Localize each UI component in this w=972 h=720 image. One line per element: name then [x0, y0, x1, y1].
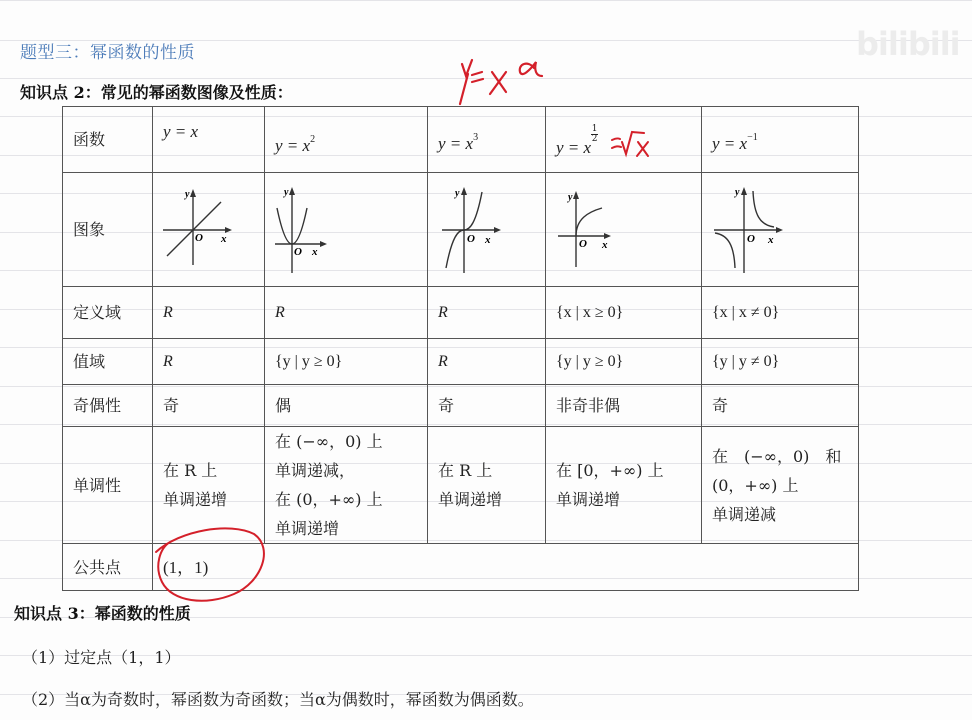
handwritten-formula-annotation	[450, 50, 550, 110]
svg-text:y: y	[185, 188, 190, 200]
svg-text:x: x	[485, 233, 491, 246]
parity-cell: 奇	[153, 385, 265, 427]
svg-text:x: x	[312, 245, 318, 258]
function-cell	[702, 107, 859, 173]
svg-text:x: x	[221, 232, 227, 245]
svg-text:x: x	[602, 238, 608, 251]
section-title: 题型三：幂函数的性质	[20, 43, 195, 63]
monotonicity-cell: 在 (−∞，0) 和 (0，+∞) 上 单调递减	[702, 427, 859, 544]
knowledge-point-3-heading: 知识点 3：幂函数的性质	[14, 604, 191, 623]
function-cell	[153, 107, 265, 173]
range-cell: {y | y ≥ 0}	[546, 339, 702, 385]
parity-cell: 奇	[428, 385, 546, 427]
row-label-domain: 定义域	[63, 287, 153, 339]
parity-cell: 偶	[265, 385, 428, 427]
row-label-common-point: 公共点	[63, 544, 153, 591]
graph-sqrt-icon	[546, 175, 702, 285]
monotonicity-row	[63, 427, 859, 544]
graph-linear-icon	[153, 175, 263, 285]
exponent: 3	[473, 132, 479, 143]
parity-row	[63, 385, 859, 427]
svg-text:y: y	[735, 186, 740, 198]
graph-parabola-icon	[265, 175, 385, 285]
range-cell: {y | y ≠ 0}	[702, 339, 859, 385]
formula: y = x	[275, 136, 311, 155]
formula: y = x	[438, 134, 474, 153]
row-label-monotonicity: 单调性	[63, 427, 153, 544]
row-label-function: 函数	[63, 107, 153, 173]
graph-row	[63, 173, 859, 287]
svg-text:O: O	[747, 232, 755, 245]
formula: y = x	[556, 138, 592, 157]
svg-text:x: x	[768, 233, 774, 246]
ruled-line	[0, 78, 972, 79]
bilibili-watermark: bilibili	[856, 25, 960, 63]
svg-text:O: O	[294, 245, 302, 258]
domain-cell: R	[153, 287, 265, 339]
range-cell: {y | y ≥ 0}	[265, 339, 428, 385]
graph-cubic-icon	[428, 175, 546, 285]
exponent: −1	[747, 132, 758, 143]
range-cell: R	[428, 339, 546, 385]
common-point-row	[63, 544, 859, 591]
knowledge-point-2-heading: 知识点 2：常见的幂函数图像及性质：	[20, 83, 293, 102]
exponent: 2	[310, 134, 316, 145]
exponent-fraction: $\frac{1}{2}$	[591, 124, 598, 144]
svg-text:O: O	[579, 237, 587, 250]
row-label-graph: 图象	[63, 173, 153, 287]
function-row	[63, 107, 859, 173]
svg-text:y: y	[455, 187, 460, 199]
ruled-line	[0, 0, 972, 1]
monotonicity-cell: 在 [0，+∞) 上 单调递增	[546, 427, 702, 544]
row-label-parity: 奇偶性	[63, 385, 153, 427]
monotonicity-cell: 在 R 上 单调递增	[428, 427, 546, 544]
graph-cell	[153, 173, 265, 287]
svg-text:y: y	[284, 186, 289, 198]
common-point-cell: (1，1)	[153, 544, 859, 591]
monotonicity-cell: 在 (−∞，0) 上 单调递减， 在 (0，+∞) 上 单调递增	[265, 427, 428, 544]
graph-cell	[546, 173, 702, 287]
graph-cell	[265, 173, 428, 287]
graph-cell	[428, 173, 546, 287]
domain-cell: {x | x ≥ 0}	[546, 287, 702, 339]
svg-text:O: O	[195, 231, 203, 244]
property-item: （2）当α为奇数时，幂函数为奇函数；当α为偶数时，幂函数为偶函数。	[22, 690, 534, 709]
row-label-range: 值域	[63, 339, 153, 385]
formula: y = x	[712, 134, 748, 153]
domain-cell: R	[265, 287, 428, 339]
parity-cell: 非奇非偶	[546, 385, 702, 427]
domain-row	[63, 287, 859, 339]
domain-cell: R	[428, 287, 546, 339]
graph-cell	[702, 173, 859, 287]
property-item: （1）过定点（1，1）	[22, 648, 181, 667]
svg-text:O: O	[467, 232, 475, 245]
range-cell: R	[153, 339, 265, 385]
monotonicity-cell: 在 R 上 单调递增	[153, 427, 265, 544]
graph-hyperbola-icon	[702, 175, 859, 285]
domain-cell: {x | x ≠ 0}	[702, 287, 859, 339]
formula: y = x	[163, 122, 199, 141]
power-function-table	[62, 106, 859, 591]
function-cell	[428, 107, 546, 173]
parity-cell: 奇	[702, 385, 859, 427]
function-cell	[265, 107, 428, 173]
svg-text:y: y	[568, 191, 573, 203]
range-row	[63, 339, 859, 385]
function-cell	[546, 107, 702, 173]
